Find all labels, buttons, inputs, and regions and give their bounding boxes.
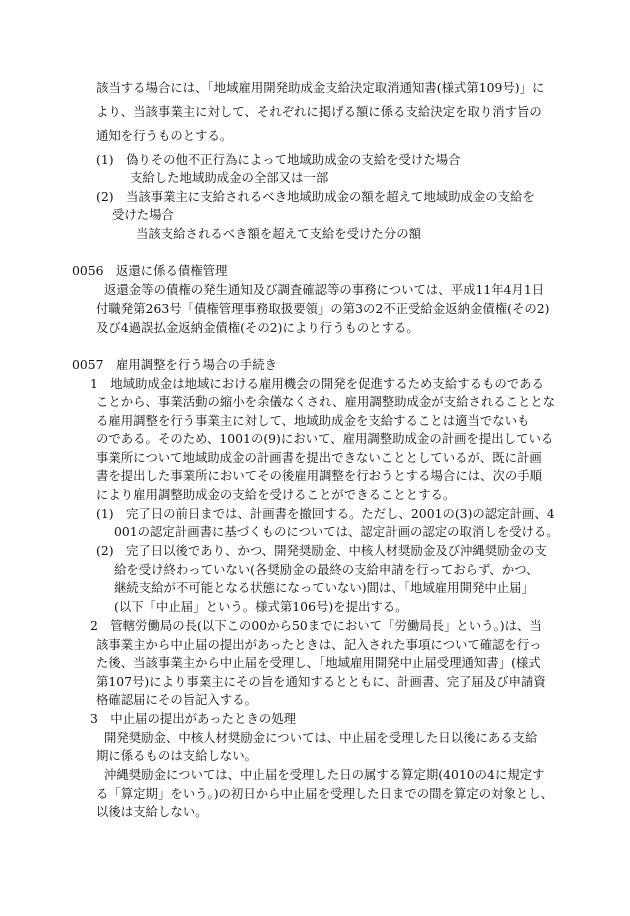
p1-line: 書を提出した事業所においてその後雇用調整を行おうとする場合には、次の手順: [96, 468, 543, 483]
p1-item-2-line: (以下「中止届」という。様式第106号)を提出する。: [114, 599, 408, 614]
p1-item-1-line-2: 001の認定計画書に基づくものについては、認定計画の認定の取消しを受ける。: [114, 524, 559, 539]
intro-line-3: 通知を行うものとする。: [96, 128, 233, 143]
p2-line: 第107号)により事業主にその旨を通知するとともに、計画書、完了届及び申請資: [96, 674, 546, 689]
p1-line: により雇用調整助成金の支給を受けることができることとする。: [96, 487, 456, 502]
section-0056-heading: 0056 返還に係る債権管理: [72, 263, 228, 278]
intro-item-1-sub: 支給した地域助成金の全部又は一部: [130, 170, 329, 185]
section-0056-line-1: 返還金等の債権の発生通知及び調査確認等の事務については、平成11年4月1日: [104, 282, 545, 297]
intro-line-1: 該当する場合には、「地域雇用開発助成金支給決定取消通知書(様式第109号)」に: [96, 80, 545, 95]
p1-item-2-line: 給を受け終わっていない(各奨励金の最終の支給申請を行っておらず、かつ、: [114, 562, 539, 577]
intro-item-2-line-2: 受けた場合: [112, 207, 174, 222]
p1-line: 1 地域助成金は地域における雇用機会の開発を促進するため支給するものである: [90, 376, 544, 391]
p2-line: 2 管轄労働局の長(以下この00から50までにおいて「労働局長」という。)は、当: [90, 618, 542, 633]
p1-line: る雇用調整を行う事業主に対して、地域助成金を支給することは適当でないも: [96, 413, 530, 428]
section-0056-line-3: 及び4過誤払金返納金債権(その2)により行うものとする。: [96, 320, 419, 335]
p3-b-line-3: 以後は支給しない。: [96, 804, 208, 819]
intro-item-1: (1) 偽りその他不正行為によって地域助成金の支給を受けた場合: [96, 152, 461, 167]
p1-line: ことから、事業活動の縮小を余儀なくされ、雇用調整助成金が支給されることとな: [96, 394, 556, 409]
section-0056-line-2: 付職発第263号「債権管理事務取扱要領」の第3の2不正受給金返納金債権(その2): [96, 301, 550, 316]
p1-line: 事業所について地域助成金の計画書を提出できないこととしているが、既に計画: [96, 450, 542, 465]
p1-line: のである。そのため、1001の(9)において、雇用調整助成金の計画を提出している: [96, 431, 554, 446]
intro-line-2: より、当該事業主に対して、それぞれに掲げる額に係る支給決定を取り消す旨の: [96, 104, 542, 119]
p3-b-line-2: る「算定期」をいう。)の初日から中止届を受理した日までの間を算定の対象とし、: [96, 786, 554, 801]
section-0057-heading: 0057 雇用調整を行う場合の手続き: [72, 357, 278, 372]
p3-b-line-1: 沖縄奨励金については、中止届を受理した日の属する算定期(4010の4に規定す: [104, 767, 545, 782]
p1-item-2-line: (2) 完了日以後であり、かつ、開発奨励金、中核人材奨励金及び沖縄奨励金の支: [96, 543, 547, 558]
intro-item-2-line-1: (2) 当該事業主に支給されるべき地域助成金の額を超えて地域助成金の支給を: [96, 189, 535, 204]
p3-a-line-1: 開発奨励金、中核人材奨励金については、中止届を受理した日以後にある支給: [104, 730, 538, 745]
p3-a-line-2: 期に係るものは支給しない。: [96, 748, 258, 763]
p1-item-2-line: 継続支給が不可能となる状態になっていない)間は、「地域雇用開発中止届」: [114, 580, 534, 595]
p2-line: 格確認届にその旨記入する。: [96, 692, 258, 707]
p2-line: 該事業主から中止届の提出があったときは、記入された事項について確認を行っ: [96, 637, 542, 652]
p3-heading: 3 中止届の提出があったときの処理: [90, 711, 297, 726]
p1-item-1-line-1: (1) 完了日の前日までは、計画書を撤回する。ただし、2001の(3)の認定計画、4: [96, 506, 555, 521]
intro-item-2-sub: 当該支給されるべき額を超えて支給を受けた分の額: [136, 226, 421, 241]
p2-line: た後、当該事業主から中止届を受理し、「地域雇用開発中止届受理通知書」(様式: [96, 655, 541, 670]
